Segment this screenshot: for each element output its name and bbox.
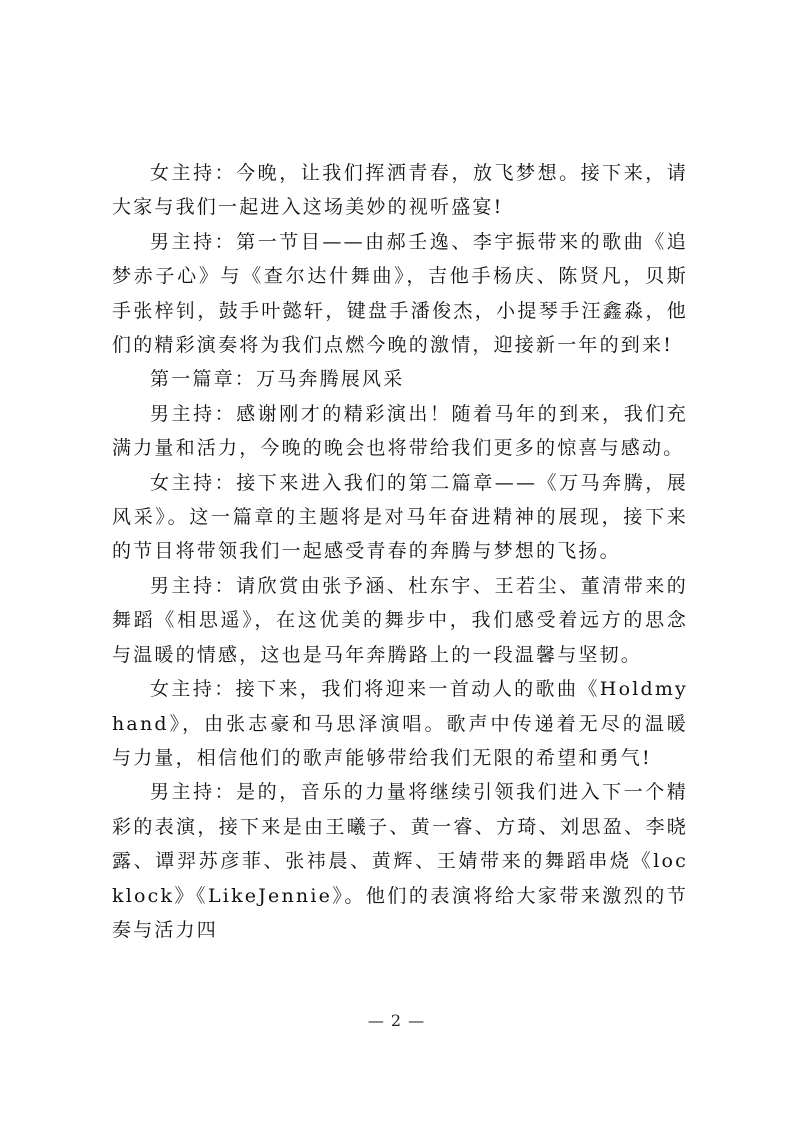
page-number: — 2 —: [367, 1011, 426, 1030]
document-body: [112, 156, 688, 947]
paragraph-male-host-medley: 男主持：是的，音乐的力量将继续引领我们进入下一个精彩的表演，接下来是由王曦子、黄一睿、方琦、刘思盈、李晓露、谭羿苏彦菲、张祎晨、黄辉、王婧带来的舞蹈串烧《locklock》《LikeJennie》。他们的表演将给大家带来激烈的节奏与活力四: [112, 781, 688, 941]
chapter-heading: 第一篇章：万马奔腾展风采: [150, 368, 405, 391]
paragraph-female-host-chapter-two: 女主持：接下来进入我们的第二篇章——《万马奔腾，展风采》。这一篇章的主题将是对马年奋进精神的展现，接下来的节目将带领我们一起感受青春的奔腾与梦想的飞扬。: [112, 471, 688, 563]
paragraph-female-host-song: 女主持：接下来，我们将迎来一首动人的歌曲《Holdmyhand》，由张志豪和马思泽演唱。歌声中传递着无尽的温暖与力量，相信他们的歌声能够带给我们无限的希望和勇气!: [112, 678, 688, 769]
paragraph-female-host-opening: 女主持：今晚，让我们挥洒青春，放飞梦想。接下来，请大家与我们一起进入这场美妙的视听盛宴!: [112, 162, 688, 219]
paragraph-male-host-dance: 男主持：请欣赏由张予涵、杜东宇、王若尘、董清带来的舞蹈《相思遥》，在这优美的舞步中，我们感受着远方的思念与温暖的情感，这也是马年奔腾路上的一段温馨与坚韧。: [112, 574, 688, 666]
paragraph-male-host-first-program: 男主持：第一节目——由郝壬逸、李宇振带来的歌曲《追梦赤子心》与《查尔达什舞曲》，吉他手杨庆、陈贤凡，贝斯手张梓钊，鼓手叶懿轩，键盘手潘俊杰，小提琴手汪鑫淼，他们的精彩演奏将为我们点燃今晚的激情，迎接新一年的到来!: [112, 230, 688, 357]
paragraph-male-host-thanks: 男主持：感谢刚才的精彩演出！随着马年的到来，我们充满力量和活力，今晚的晚会也将带给我们更多的惊喜与感动。: [112, 402, 688, 460]
